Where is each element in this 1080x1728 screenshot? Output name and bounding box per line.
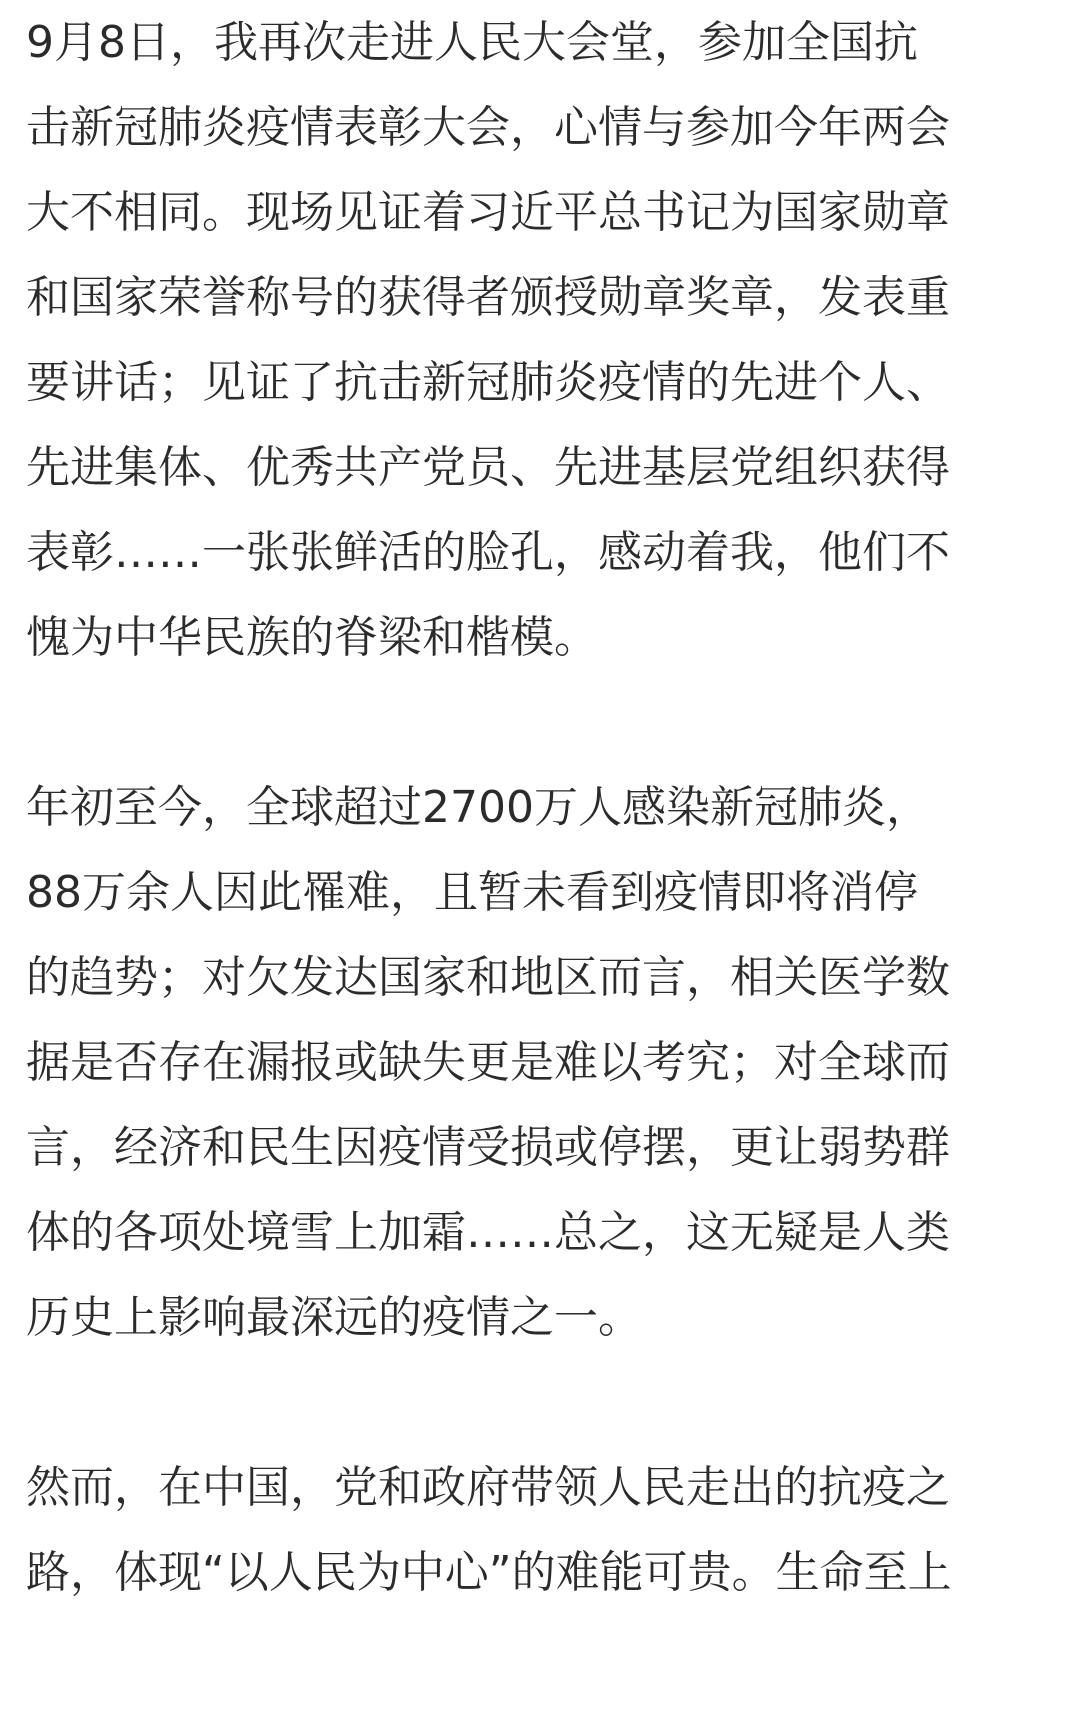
text-line: 历史上影响最深远的疫情之一。: [26, 1292, 642, 1343]
text-line: 的趋势；对欠发达国家和地区而言，相关医学数: [26, 952, 950, 1003]
text-line: 据是否存在漏报或缺失更是难以考究；对全球而: [26, 1037, 950, 1088]
text-line: 言，经济和民生因疫情受损或停摆，更让弱势群: [26, 1122, 950, 1173]
text-line: 要讲话；见证了抗击新冠肺炎疫情的先进个人、: [26, 357, 950, 408]
text-line: 表彰……一张张鲜活的脸孔，感动着我，他们不: [26, 527, 950, 578]
text-line: 击新冠肺炎疫情表彰大会，心情与参加今年两会: [26, 102, 950, 153]
paragraph-spacer: [26, 1360, 1066, 1445]
paragraph-1: [26, 0, 1066, 680]
article-body: [26, 0, 1066, 1615]
paragraph-spacer: [26, 680, 1066, 765]
paragraph-3: [26, 1445, 1066, 1615]
text-line: 先进集体、优秀共产党员、先进基层党组织获得: [26, 442, 950, 493]
text-line: 88万余人因此罹难，且暂未看到疫情即将消停: [26, 867, 918, 918]
paragraph-2: [26, 765, 1066, 1360]
text-line: 体的各项处境雪上加霜……总之，这无疑是人类: [26, 1207, 950, 1258]
text-line: 和国家荣誉称号的获得者颁授勋章奖章，发表重: [26, 272, 950, 323]
text-line: 9月8日，我再次走进人民大会堂，参加全国抗: [26, 17, 918, 68]
text-line: 路，体现“以人民为中心”的难能可贵。生命至上: [26, 1547, 952, 1598]
text-line: 然而，在中国，党和政府带领人民走出的抗疫之: [26, 1462, 950, 1513]
text-line: 大不相同。现场见证着习近平总书记为国家勋章: [26, 187, 950, 238]
text-line: 愧为中华民族的脊梁和楷模。: [26, 612, 598, 663]
text-line: 年初至今，全球超过2700万人感染新冠肺炎，: [26, 782, 930, 833]
